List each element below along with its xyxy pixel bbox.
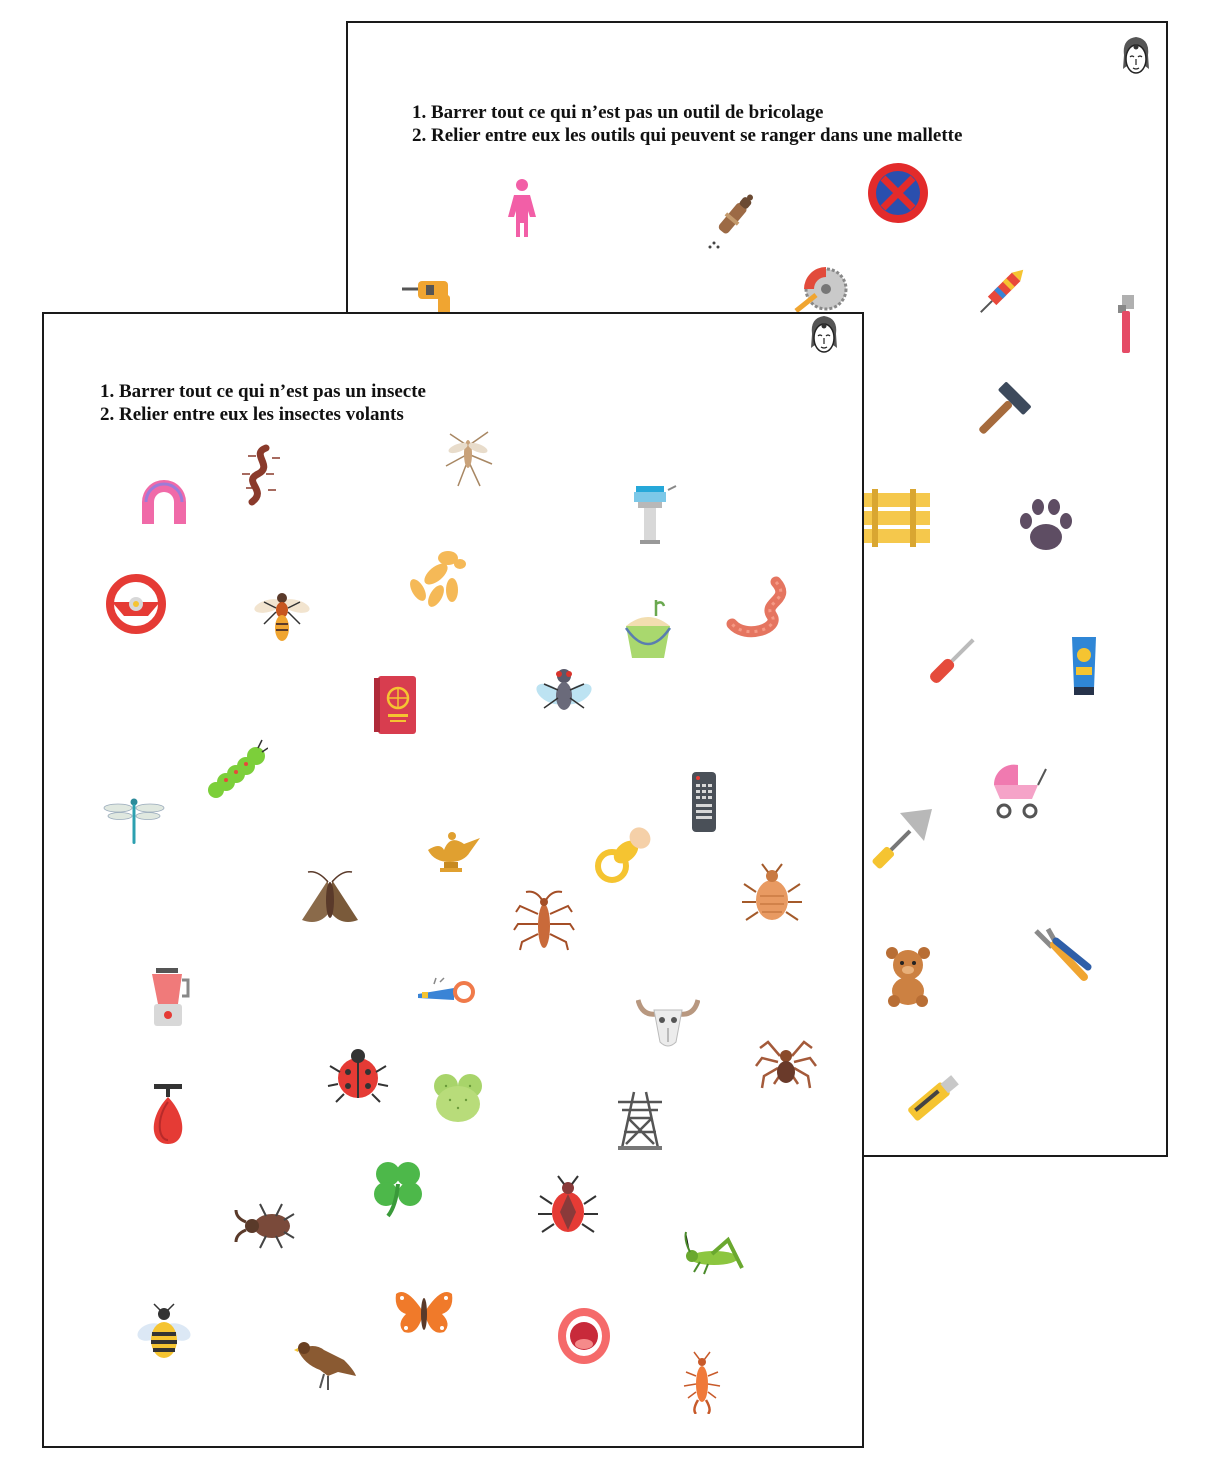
control-tower-icon — [618, 482, 682, 546]
hammer-icon — [970, 379, 1034, 443]
butterfly-icon — [392, 1280, 456, 1344]
worksheet-insects — [42, 312, 864, 1448]
face-logo-icon — [1116, 33, 1156, 83]
screwdriver-icon — [920, 629, 984, 693]
spider-icon — [754, 1030, 818, 1094]
cockroach-icon — [512, 890, 576, 954]
ladybug-icon — [326, 1042, 390, 1106]
instruction-2: 2. Relier entre eux les outils qui peuvent se ranger dans une mallette — [412, 125, 963, 146]
eagle-icon — [294, 1330, 358, 1394]
blender-icon — [136, 966, 200, 1030]
cow-skull-icon — [636, 992, 700, 1056]
moth-icon — [298, 866, 362, 930]
neck-pillow-icon — [132, 468, 196, 532]
fly-icon — [532, 662, 596, 726]
red-bug-icon — [536, 1174, 600, 1238]
sunscreen-icon — [1052, 633, 1116, 697]
centipede-icon — [228, 444, 292, 508]
trowel-icon — [870, 807, 934, 871]
paw-print-icon — [1014, 493, 1078, 557]
dragonfly-icon — [102, 784, 166, 848]
pacifier-icon — [592, 822, 656, 886]
instruction-1: 1. Barrer tout ce qui n’est pas un insecte — [100, 381, 426, 402]
magic-lamp-icon — [420, 814, 484, 878]
party-horn-icon — [414, 964, 478, 1028]
woman-icon — [490, 175, 554, 239]
caterpillar-icon — [204, 738, 268, 802]
bee-icon — [132, 1302, 196, 1366]
face-logo-icon — [804, 312, 844, 362]
pepper-mill-icon — [700, 187, 764, 251]
pliers-icon — [1028, 925, 1092, 989]
no-parking-sign-icon — [866, 161, 930, 225]
mosquito-icon — [436, 426, 500, 490]
mouth-icon — [552, 1304, 616, 1368]
instruction-2: 2. Relier entre eux les insectes volants — [100, 404, 404, 425]
earthworm-icon — [726, 576, 790, 640]
remote-control-icon — [672, 770, 736, 834]
stag-beetle-icon — [232, 1190, 296, 1254]
wasp-icon — [250, 584, 314, 648]
punching-bag-icon — [136, 1084, 200, 1148]
firework-rocket-icon — [970, 259, 1034, 323]
wooden-planks-icon — [858, 487, 930, 551]
sand-bucket-icon — [616, 596, 680, 660]
bedbug-icon — [740, 862, 804, 926]
circular-saw-icon — [792, 255, 856, 319]
steering-wheel-icon — [104, 572, 168, 636]
pipe-wrench-icon — [1094, 291, 1158, 355]
utility-knife-icon — [900, 1067, 964, 1131]
passport-icon — [364, 672, 428, 736]
teddy-bear-icon — [876, 943, 940, 1007]
clover-icon — [366, 1154, 430, 1218]
instruction-list — [412, 101, 962, 147]
balloon-dog-icon — [404, 546, 468, 610]
instruction-list — [100, 380, 426, 426]
earwig-icon — [670, 1350, 734, 1414]
instruction-1: 1. Barrer tout ce qui n’est pas un outil de bricolage — [412, 102, 824, 123]
grasshopper-icon — [682, 1226, 746, 1290]
baby-stroller-icon — [988, 759, 1052, 823]
pylon-icon — [608, 1088, 672, 1152]
cactus-icon — [426, 1064, 490, 1128]
